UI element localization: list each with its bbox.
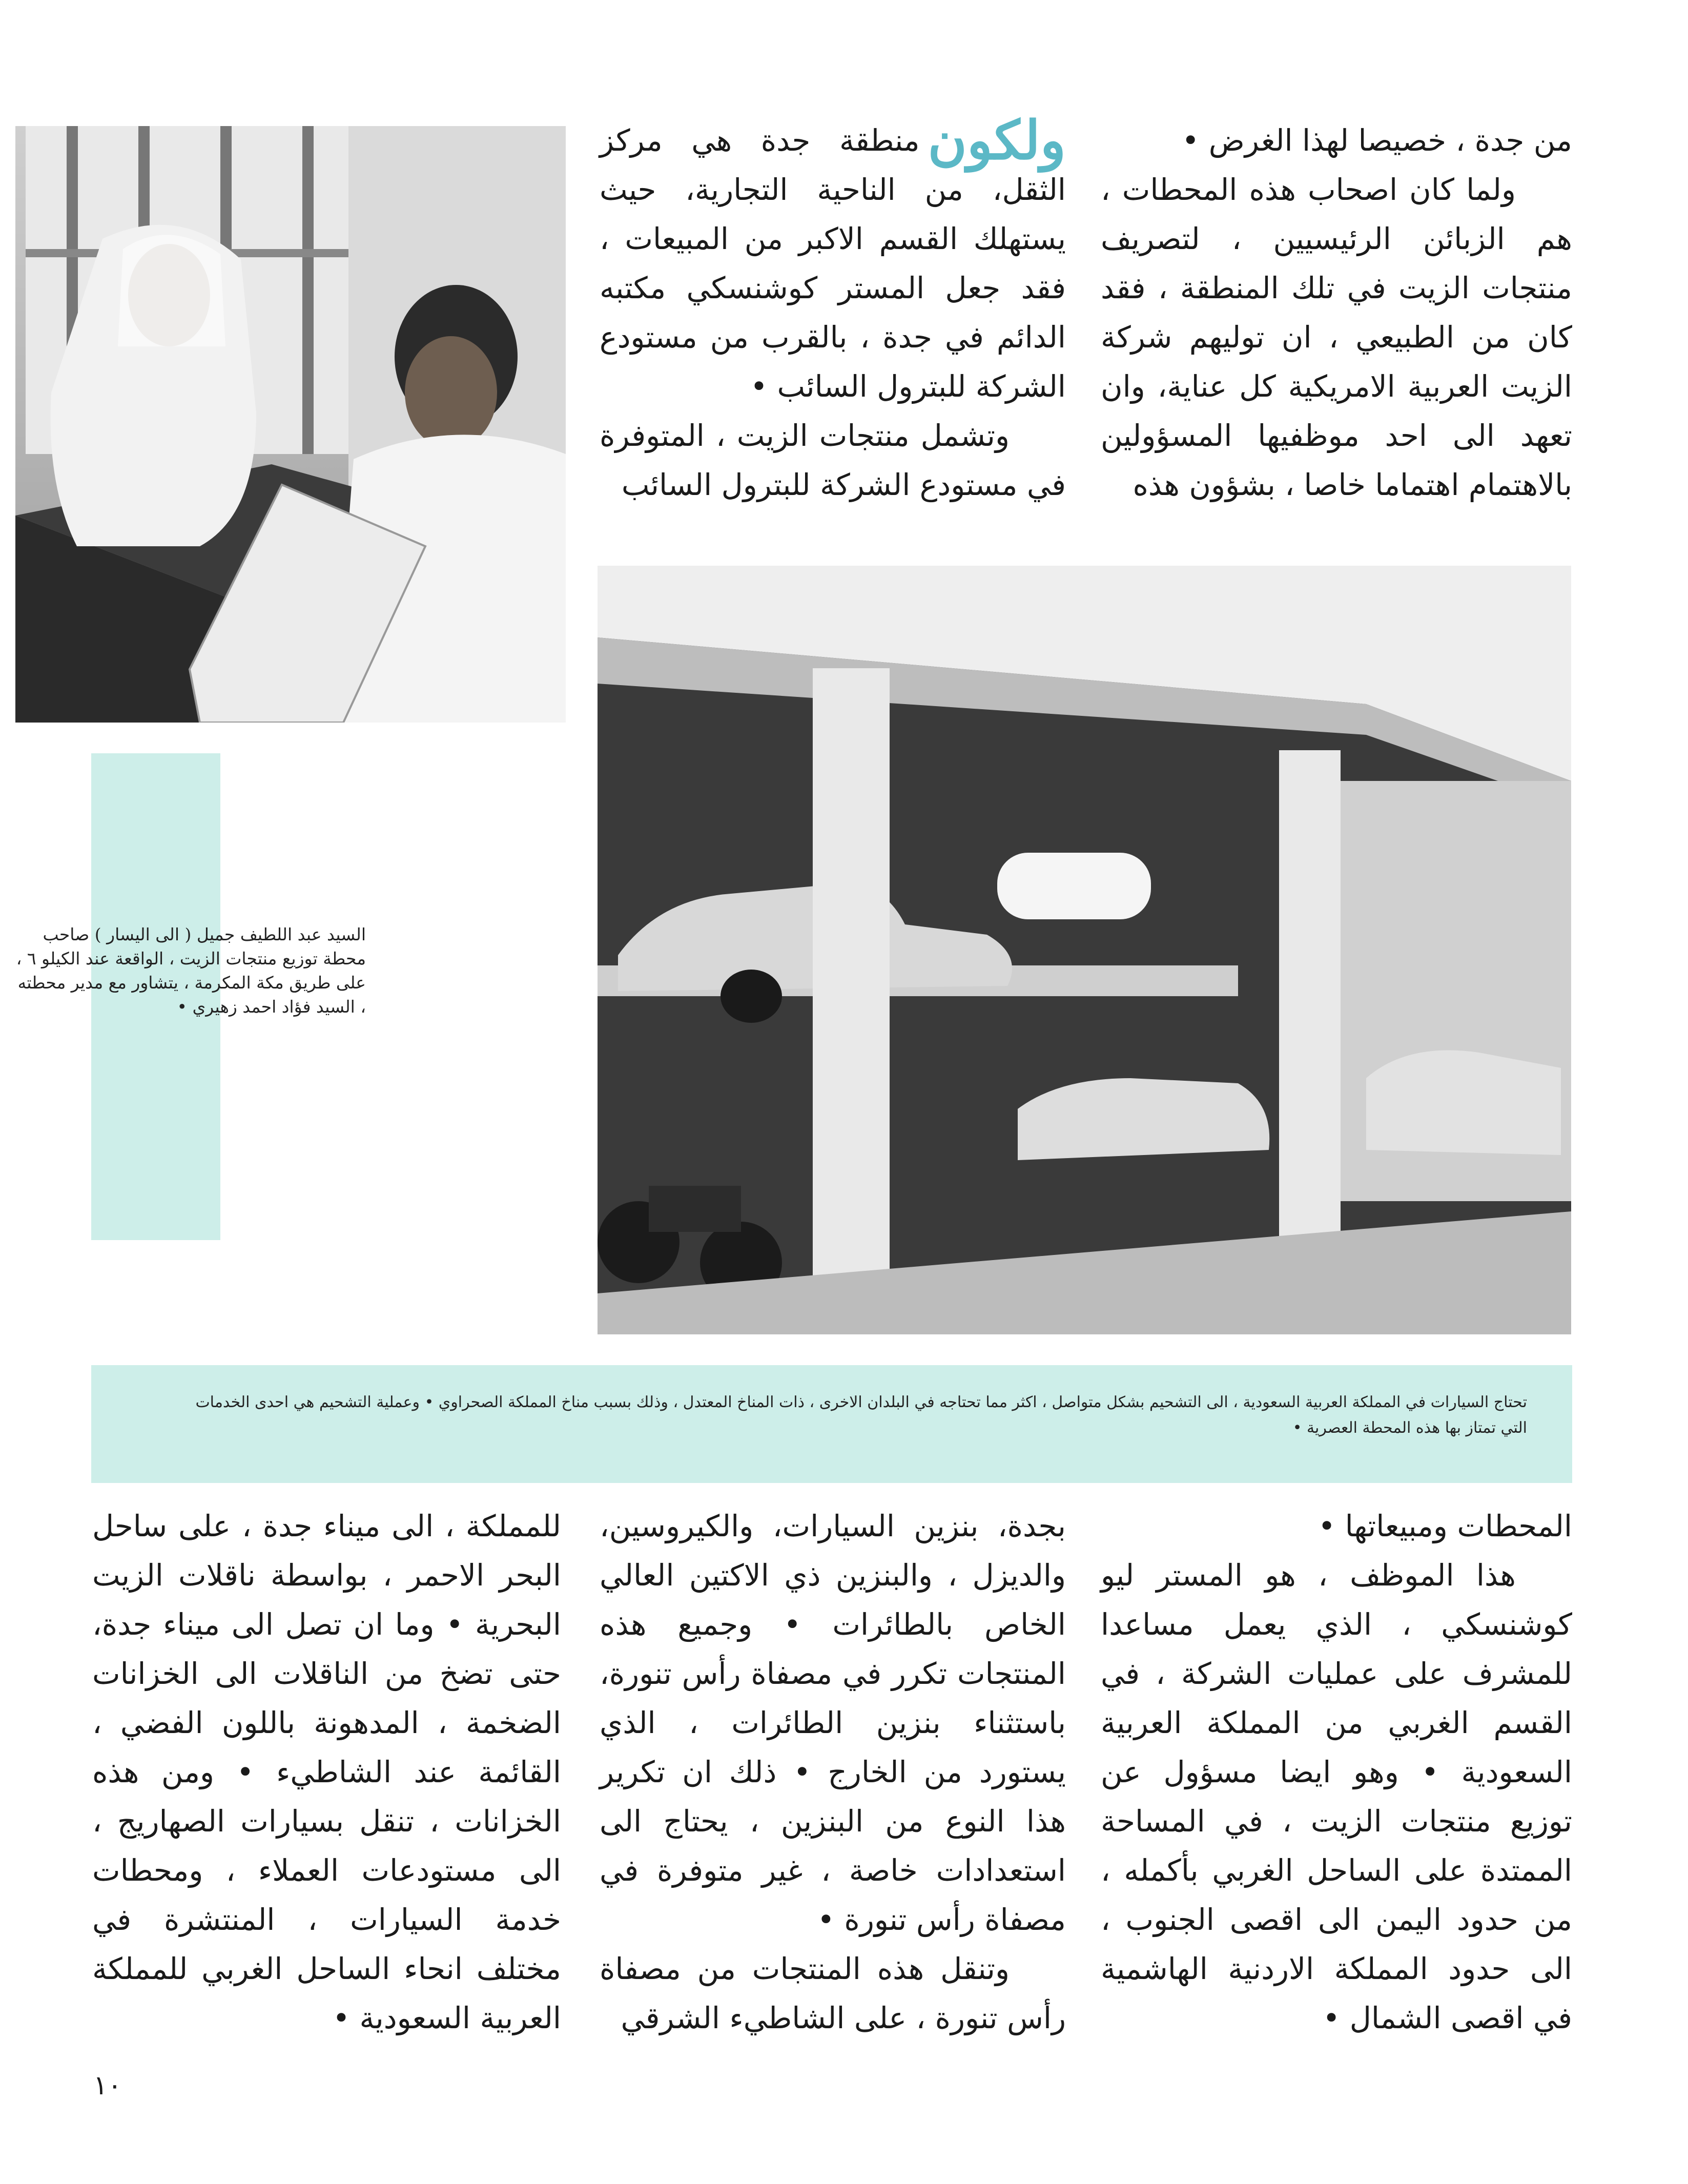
paragraph: ولما كان اصحاب هذه المحطات ، هم الزبائن الرئيسيين ، لتصريف منتجات الزيت في تلك المنطقة ، فقد كان من الطبيعي ، ان توليهم شركة الزيت العربية الامريكية كل عناية، وان تعهد الى احد موظفيها المسؤولين بالاهتمام اهتماما خاصا ، بشؤون هذه: [1101, 172, 1572, 502]
garage-photo-illustration: [598, 566, 1571, 1334]
portrait-caption: السيد عبد اللطيف جميل ( الى اليسار ) صاحب محطة توزيع منتجات الزيت ، الواقعة عند الكيلو ٦ ، على طريق مكة المكرمة ، يتشاور مع مدير محطته ، السيد فؤاد احمد زهيري •: [16, 924, 366, 1017]
portrait-photo: [15, 126, 566, 723]
top-right-column: [1101, 116, 1572, 509]
bottom-middle-column: [600, 1501, 1066, 2043]
portrait-photo-illustration: [15, 126, 566, 723]
paragraph: بجدة، بنزين السيارات، والكيروسين، والديزل ، والبنزين ذي الاكتين العالي الخاص بالطائرات • وجميع هذه المنتجات تكرر في مصفاة رأس تنورة، باستثناء بنزين الطائرات ، الذي يستورد من الخارج • ذلك ان تكرير هذا النوع من البنزين ، يحتاج الى استعدادات خاصة ، غير متوفرة في مصفاة رأس تنورة •: [600, 1509, 1066, 1937]
drop-cap: ولكون: [928, 109, 1066, 172]
paragraph: للمملكة ، الى ميناء جدة ، على ساحل البحر الاحمر ، بواسطة ناقلات الزيت البحرية • وما ان تصل الى ميناء جدة، حتى تضخ من الناقلات الى الخزانات الضخمة ، المدهونة باللون الفضي ، القائمة عند الشاطيء • ومن هذه الخزانات ، تنقل بسيارات الصهاريج ، الى مستودعات العملاء ، ومحطات خدمة السيارات ، المنتشرة في مختلف انحاء الساحل الغربي للمملكة العربية السعودية •: [92, 1509, 561, 2035]
paragraph: وتشمل منتجات الزيت ، المتوفرة في مستودع الشركة للبترول السائب: [600, 418, 1066, 502]
paragraph: المحطات ومبيعاتها •: [1318, 1509, 1572, 1543]
garage-photo: [598, 566, 1571, 1334]
bottom-left-column: [92, 1501, 561, 2043]
page-number: ١٠: [93, 2070, 122, 2101]
paragraph: من جدة ، خصيصا لهذا الغرض •: [1182, 123, 1572, 158]
garage-caption: تحتاج السيارات في المملكة العربية السعودية ، الى التشحيم بشكل متواصل ، اكثر مما تحتاجه في البلدان الاخرى ، ذات المناخ المعتدل ، وذلك بسبب مناخ المملكة الصحراوي • وعملية التشحيم هي احدى الخدمات التي تمتاز بها هذه المحطة العصرية •: [195, 1393, 1527, 1437]
paragraph: [600, 109, 1066, 411]
paragraph: وتنقل هذه المنتجات من مصفاة رأس تنورة ، على الشاطيء الشرقي: [600, 1951, 1066, 2035]
paragraph-text: منطقة جدة هي مركز الثقل، من الناحية التجارية، حيث يستهلك القسم الاكبر من المبيعات ، فقد جعل المستر كوشنسكي مكتبه الدائم في جدة ، بالقرب من مستودع الشركة للبترول السائب •: [600, 123, 1066, 404]
bottom-right-column: [1101, 1501, 1572, 2043]
top-middle-column: [600, 109, 1066, 509]
paragraph: هذا الموظف ، هو المستر ليو كوشنسكي ، الذي يعمل مساعدا للمشرف على عمليات الشركة ، في القسم الغربي من المملكة العربية السعودية • وهو ايضا مسؤول عن توزيع منتجات الزيت ، في المساحة الممتدة على الساحل الغربي بأكمله ، من حدود اليمن الى اقصى الجنوب ، الى حدود المملكة الاردنية الهاشمية في اقصى الشمال •: [1101, 1558, 1572, 2035]
